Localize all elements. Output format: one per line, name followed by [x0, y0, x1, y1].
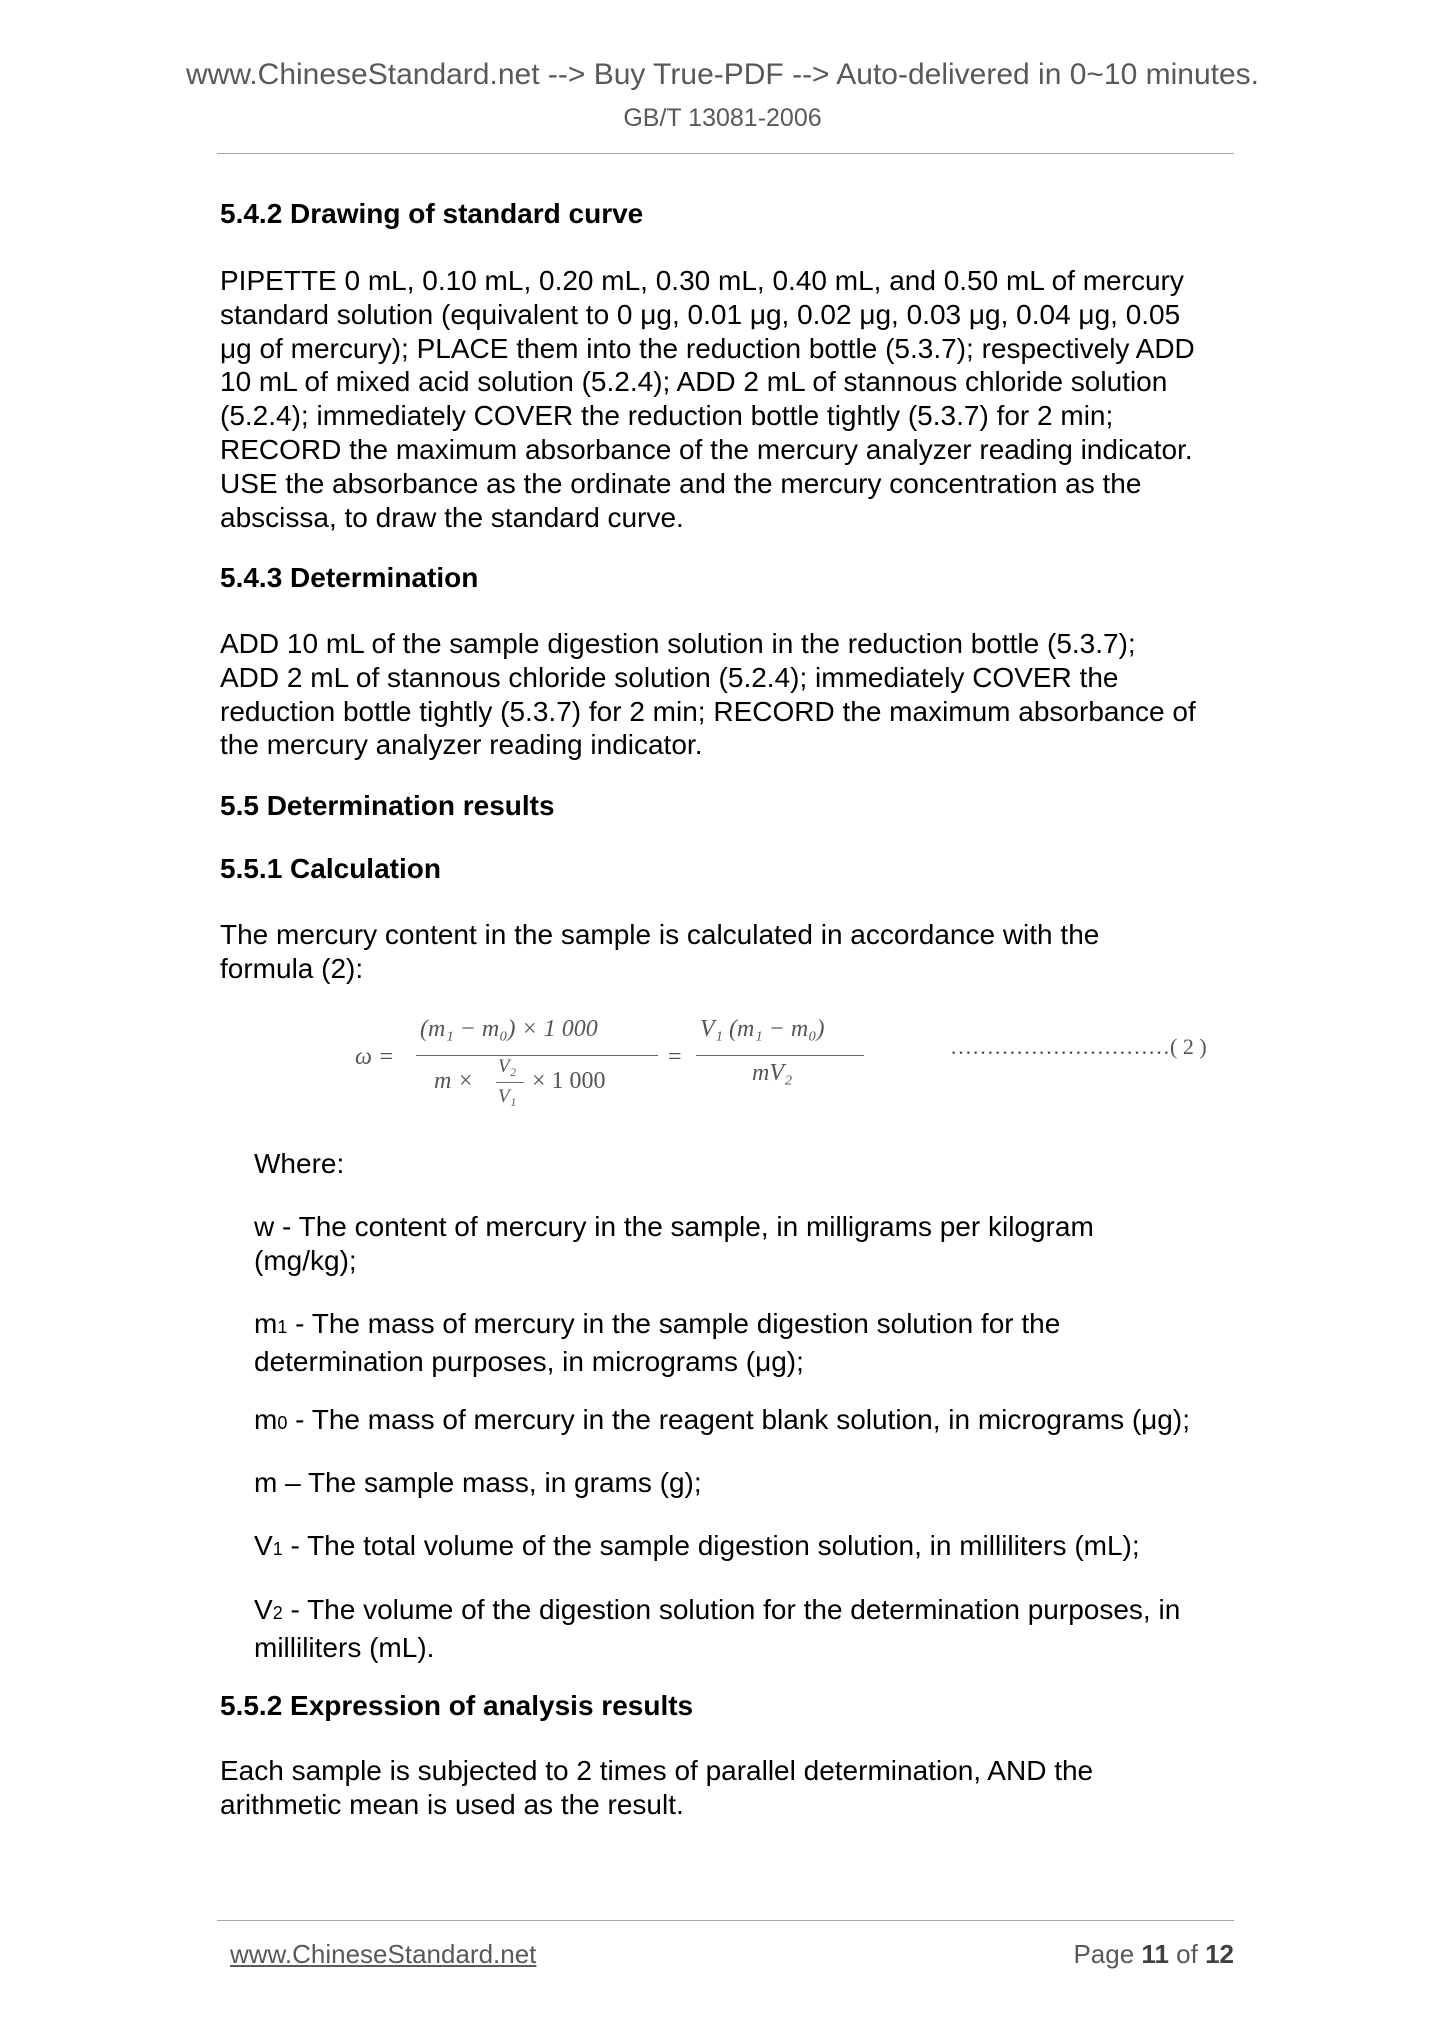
text-line: (5.2.4); immediately COVER the reduction bottle tightly (5.3.7) for 2 min; [220, 400, 1114, 432]
where-label: Where: [254, 1148, 345, 1179]
formula-denominator-tail: × 1 000 [532, 1068, 606, 1094]
text-line: standard solution (equivalent to 0 μg, 0.01 μg, 0.02 μg, 0.03 μg, 0.04 μg, 0.05 [220, 298, 1181, 330]
subscript: 0 [277, 1413, 288, 1433]
heading-5-4-3: 5.4.3 Determination [220, 562, 479, 593]
page-total: 12 [1205, 1939, 1234, 1969]
subscript: 1 [277, 1317, 288, 1337]
symbol-m0: m [254, 1404, 278, 1435]
heading-5-4-2: 5.4.2 Drawing of standard curve [220, 198, 644, 229]
text-line: the mercury analyzer reading indicator. [220, 729, 703, 761]
formula-denominator-2: mV₂ [752, 1060, 793, 1086]
fraction-bar [416, 1055, 658, 1056]
formula-numerator-2: V₁ (m₁ − m₀) [700, 1016, 825, 1042]
text-line: (mg/kg); [254, 1244, 357, 1276]
of-word: of [1176, 1939, 1198, 1969]
symbol-v2: V [254, 1594, 273, 1625]
text-line: milliliters (mL). [254, 1631, 435, 1663]
definition-v1 [254, 1530, 1140, 1562]
text-line: arithmetic mean is used as the result. [220, 1788, 684, 1820]
text-line: - The total volume of the sample digestion solution, in milliliters (mL); [282, 1530, 1140, 1561]
subscript: 1 [272, 1539, 283, 1559]
definition-w [254, 1210, 1234, 1278]
formula-denominator-v2: V₂ [498, 1056, 517, 1077]
symbol-v1: V [254, 1530, 273, 1561]
page-number: 11 [1141, 1939, 1169, 1969]
formula-numerator-1: (m₁ − m₀) × 1 000 [420, 1016, 598, 1042]
text-line: ADD 2 mL of stannous chloride solution (5.2.4); immediately COVER the [220, 661, 1119, 693]
formula-denominator-m: m × [434, 1068, 474, 1094]
text-line: abscissa, to draw the standard curve. [220, 501, 684, 533]
standard-code: GB/T 13081-2006 [623, 104, 822, 132]
paragraph-5-5-2 [220, 1754, 1234, 1822]
text-line: 10 mL of mixed acid solution (5.2.4); ADD 2 mL of stannous chloride solution [220, 366, 1168, 398]
text-line: - The volume of the digestion solution for the determination purposes, in [282, 1594, 1181, 1625]
fraction-bar [496, 1082, 524, 1083]
heading-5-5-2: 5.5.2 Expression of analysis results [220, 1690, 694, 1721]
text-line: - The mass of mercury in the reagent blank solution, in micrograms (μg); [287, 1404, 1190, 1435]
text-line: - The mass of mercury in the sample digestion solution for the [287, 1308, 1061, 1339]
formula-2 [350, 1012, 1230, 1122]
text-line: USE the absorbance as the ordinate and the mercury concentration as the [220, 467, 1142, 499]
paragraph-5-4-2 [220, 264, 1234, 534]
formula-equals: = [668, 1044, 682, 1070]
text-line: ADD 10 mL of the sample digestion solution in the reduction bottle (5.3.7); [220, 628, 1136, 659]
text-line: μg of mercury); PLACE them into the reduction bottle (5.3.7); respectively ADD [220, 332, 1195, 364]
header-divider [217, 153, 1234, 154]
heading-5-5: 5.5 Determination results [220, 790, 555, 821]
text-line: PIPETTE 0 mL, 0.10 mL, 0.20 mL, 0.30 mL, 0.40 mL, and 0.50 mL of mercury [220, 265, 1184, 296]
symbol-m1: m [254, 1308, 278, 1339]
formula-denominator-v1: V₁ [498, 1086, 517, 1107]
text-line: reduction bottle tightly (5.3.7) for 2 min; RECORD the maximum absorbance of [220, 695, 1196, 727]
text-line: formula (2): [220, 952, 364, 984]
footer-divider [217, 1920, 1234, 1921]
definition-m: m – The sample mass, in grams (g); [254, 1467, 702, 1498]
definition-m1 [254, 1307, 1234, 1379]
header-banner[interactable]: www.ChineseStandard.net --> Buy True-PDF --> Auto-delivered in 0~10 minutes. [185, 58, 1260, 91]
page-indicator [1073, 1939, 1234, 1970]
paragraph-5-4-3 [220, 627, 1234, 762]
formula-lhs: ω = [355, 1044, 395, 1070]
paragraph-5-5-1 [220, 918, 1234, 986]
definition-v2 [254, 1593, 1234, 1665]
text-line: w - The content of mercury in the sample, in milligrams per kilogram [254, 1211, 1094, 1242]
text-line: RECORD the maximum absorbance of the mercury analyzer reading indicator. [220, 433, 1193, 465]
page-word: Page [1073, 1939, 1135, 1969]
text-line: Each sample is subjected to 2 times of parallel determination, AND the [220, 1755, 1094, 1786]
text-line: The mercury content in the sample is calculated in accordance with the [220, 919, 1100, 950]
fraction-bar [696, 1055, 864, 1056]
definition-m0 [254, 1404, 1190, 1436]
formula-reference: …………………………( 2 ) [950, 1034, 1207, 1059]
footer-link[interactable]: www.ChineseStandard.net [230, 1939, 537, 1969]
subscript: 2 [272, 1603, 283, 1623]
heading-5-5-1: 5.5.1 Calculation [220, 853, 441, 884]
text-line: determination purposes, in micrograms (μg); [254, 1345, 804, 1377]
